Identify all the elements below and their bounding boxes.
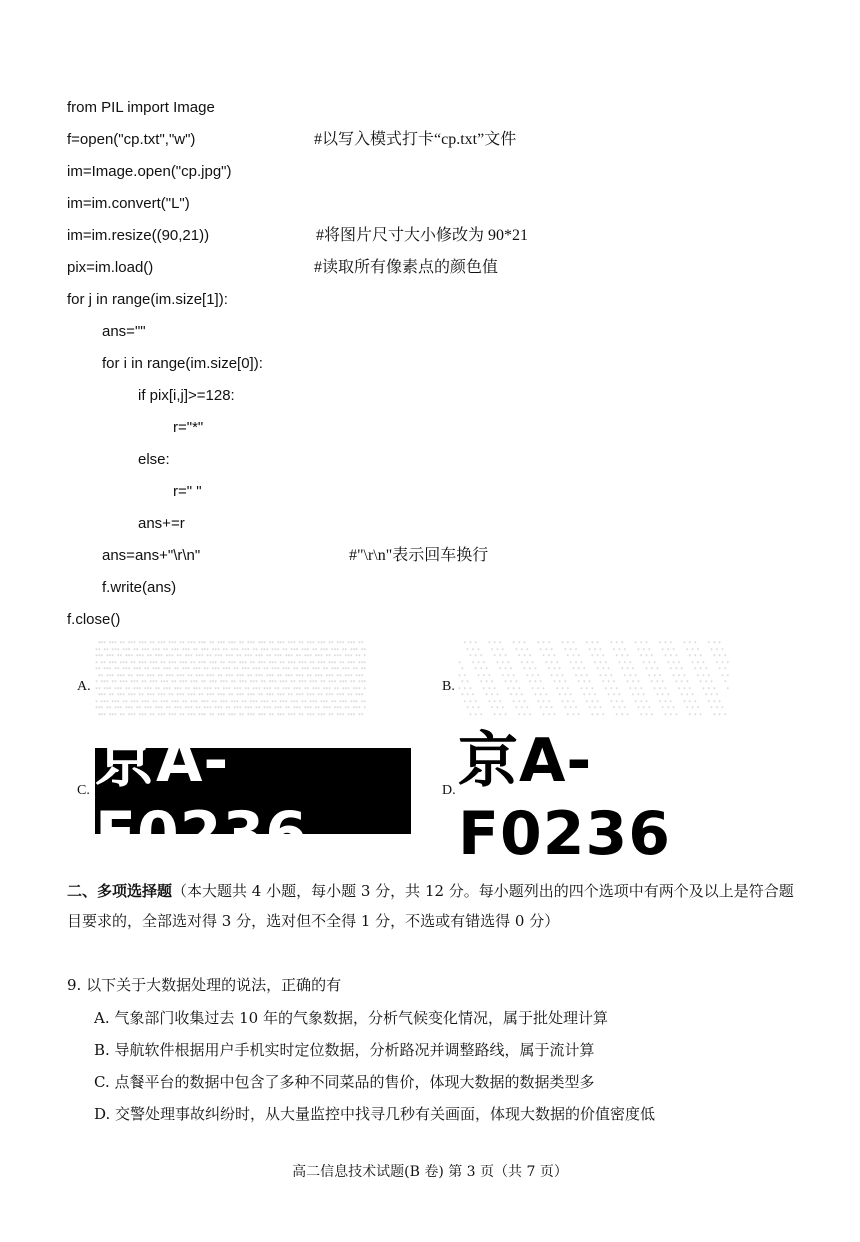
code-line-7: for j in range(im.size[1]): (67, 291, 228, 308)
code-line-8: ans="" (102, 323, 146, 340)
code-line-9: for i in range(im.size[0]): (102, 355, 263, 372)
code-comment-4: #"\r\n"表示回车换行 (349, 547, 489, 564)
code-line-6: pix=im.load() (67, 259, 154, 276)
code-comment-1: #以写入模式打卡“cp.txt”文件 (314, 131, 517, 148)
code-line-16: f.write(ans) (102, 579, 177, 596)
code-line-13: r=" " (173, 483, 202, 500)
page-footer: 高二信息技术试题(B 卷) 第 3 页（共 7 页） (292, 1164, 568, 1180)
option-c-label: C. (77, 783, 90, 798)
code-line-12: else: (138, 451, 170, 468)
option-c-plate-image: 京A-F0236 (95, 748, 411, 834)
code-comment-2: #将图片尺寸大小修改为 90*21 (316, 227, 529, 244)
question-9-option-a: A. 气象部门收集过去 10 年的气象数据，分析气候变化情况，属于批处理计算 (94, 1009, 608, 1027)
option-d-label: D. (442, 783, 456, 798)
question-9-option-d: D. 交警处理事故纠纷时，从大量监控中找寻几秒有关画面，体现大数据的价值密度低 (94, 1105, 656, 1123)
option-a-label: A. (77, 679, 91, 694)
code-line-1: from PIL import Image (67, 99, 215, 116)
section-2-instructions (67, 876, 807, 936)
option-a-ascii-image: *** *** ** *** *** ** *** *** ** *** *** ** *** *** ** *** *** ** *** *** ** *** *** ** *** *** ** ** ** *** *** ** *** *** ** *** *** ** *** *** ** *** *** ** *** *** ** *** *** ** *** *** ** *** ** *** *** ** *** *** ** *** *** ** *** *** ** *** *** ** *** *** ** *** *** ** *** *** ** *** *** ** * * ** *** *** ** *** *** ** *** *** ** *** *** ** *** *** ** *** *** ** *** *** ** *** *** ** *** *** ** *** ** *** *** ** *** *** ** *** *** ** *** *** ** *** *** ** *** *** ** *** *** ** *** *** ** ** ** *** *** ** *** *** ** *** *** ** *** *** ** *** *** ** *** *** ** *** *** ** *** *** ** *** *** * *** ** *** *** ** *** *** ** *** *** ** *** *** ** *** *** ** *** *** ** *** *** ** *** *** ** *** ** *** *** ** *** *** ** *** *** ** *** *** ** *** *** ** *** *** ** *** *** ** *** *** ** *** *** * *** ** *** *** ** *** *** ** *** *** ** *** *** ** *** *** ** *** *** ** *** *** ** *** *** ** *** * *** *** ** *** *** ** *** *** ** *** *** ** *** *** ** *** *** ** *** *** ** *** *** ** *** *** ** *** ** *** *** ** *** *** ** *** *** ** *** *** ** *** *** ** *** *** ** *** *** ** *** *** ** *** * *** *** ** *** *** ** *** *** ** *** *** ** *** *** ** *** *** ** *** *** ** *** *** ** *** *** ** (95, 641, 367, 719)
code-line-14: ans+=r (138, 515, 185, 532)
code-line-17: f.close() (67, 611, 121, 628)
code-line-15: ans=ans+"\r\n" (102, 547, 201, 564)
option-b-label: B. (442, 679, 455, 694)
question-9-option-b: B. 导航软件根据用户手机实时定位数据，分析路况并调整路线，属于流计算 (94, 1041, 595, 1059)
code-line-5: im=im.resize((90,21)) (67, 227, 210, 244)
code-comment-3: #读取所有像素点的颜色值 (314, 259, 499, 276)
section-2-heading: 二、多项选择题 (67, 882, 173, 900)
option-d-plate-image: 京A-F0236 (458, 748, 774, 834)
code-line-11: r="*" (173, 419, 204, 436)
option-b-ascii-image: * * * * * * * * * * * * * * * * * * * * * * * * * * * * * * * * * * * * * * * * * * * * * * * * * * * * * * * * * * * * * * * * * * * * * * * * * * * * * * * * * * * * * * * * * * * * * * * * * * * * * * * * * * * * * * * * * * * * * * * * * * * * * * * * * * * * * * * * * * * * * * * * * * * * * * * * * * * * * * * * * * * * * * * * * * * * * * * * * * * * * * * * * * * * * * * * * * * * * * * * * * * * * * * * * * * * * * * * * * * * * * * * * * * * * * * * * * * * * * * * * * * * * * * * * * * * * * * * * * * * * * * * * * * * * * * * * * * * * * * * * * * * * * * * * * * * * * * * * * * * * * * * * * * * * * * * * * * * * * * * * * * * * * * * * * * * * * * * * * * * * * * * * * * * * * * * * * * * * * * * * * * * * * * * * * * * * * * * * * * * * * * * * * * * * * * * * * * * * * * (458, 641, 730, 719)
question-9-option-c: C. 点餐平台的数据中包含了多种不同菜品的售价，体现大数据的数据类型多 (94, 1073, 595, 1091)
code-line-4: im=im.convert("L") (67, 195, 190, 212)
code-line-10: if pix[i,j]>=128: (138, 387, 235, 404)
section-2-rules: （本大题共 4 小题，每小题 3 分，共 12 分。每小题列出的四个选项中有两个及以上是符合题目要求的，全部选对得 3 分，选对但不全得 1 分，不选或有错选得 0 分） (67, 882, 794, 930)
code-line-2: f=open("cp.txt","w") (67, 131, 196, 148)
code-line-3: im=Image.open("cp.jpg") (67, 163, 232, 180)
question-9-stem: 9. 以下关于大数据处理的说法，正确的有 (67, 976, 342, 994)
